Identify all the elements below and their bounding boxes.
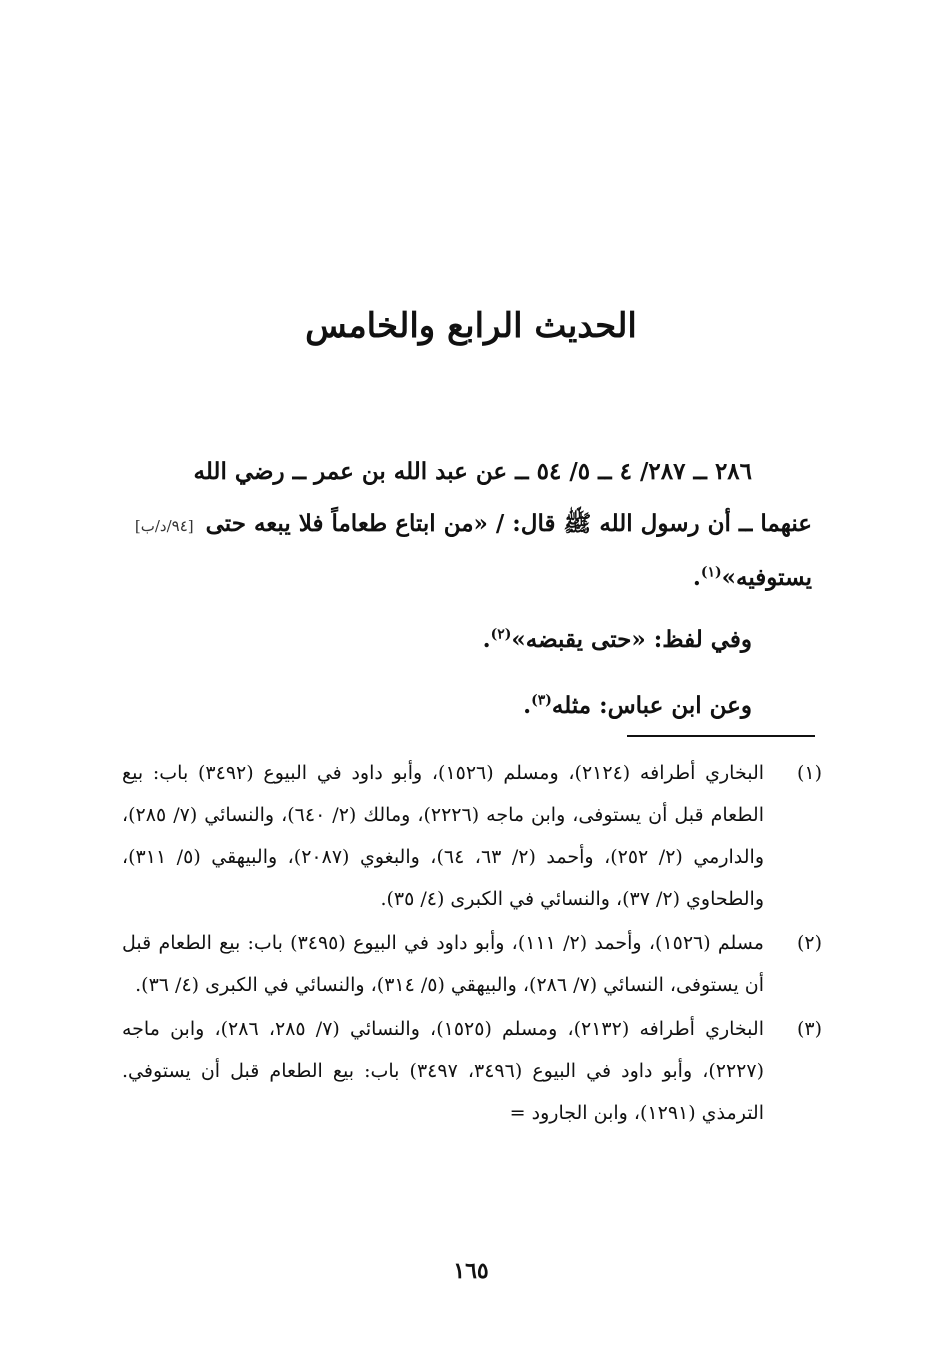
footnote-text: البخاري أطرافه (٢١٢٤)، ومسلم (١٥٢٦)، وأبو داود في البيوع (٣٤٩٢) باب: بيع الطعام قبل أن يستوفى، وابن ماجه (٢٢٢٦)، ومالك (٢/ ٦٤٠)، والنسائي (٧/ ٢٨٥)، والدارمي (٢/ ٢٥٢)، وأحمد (٢/ ٦٣، ٦٤)، والبغوي (٢٠٨٧)، والبيهقي (٥/ ٣١١)، والطحاوي (٢/ ٣٧)، والنسائي في الكبرى (٤/ ٣٥).: [122, 762, 765, 910]
variant-line: وفي لفظ: «حتى يقبضه»$^{(٢)}$.: [482, 626, 752, 653]
footnote-ref-1: (١): [700, 564, 722, 581]
footnote-number: (١): [796, 762, 822, 784]
footnote-ref-2: (٢): [490, 626, 512, 643]
footnote-number: (٢): [796, 932, 822, 954]
page-title: الحديث الرابع والخامس: [305, 306, 637, 346]
footnote-item: [122, 922, 822, 1006]
footnote-item: [122, 752, 822, 920]
ibn-abbas-text: وعن ابن عباس: مثله: [551, 692, 752, 719]
hadith-line-3: يستوفيه»$^{(١)}$.: [692, 564, 812, 591]
hadith-line-1: ٢٨٦ ــ ٢٨٧/ ٤ ــ ٥/ ٥٤ ــ عن عبد الله بن عمر ــ رضي الله: [193, 458, 752, 485]
hadith-text: [122, 446, 812, 746]
manuscript-marker: [٩٤/د/ب]: [134, 517, 194, 535]
hadith-line-2-text: عنهما ــ أن رسول الله ﷺ قال: / «من ابتاع طعاماً فلا يبعه حتى: [205, 510, 812, 537]
hadith-line-2: [122, 498, 812, 552]
footnote-text: مسلم (١٥٢٦)، وأحمد (٢/ ١١١)، وأبو داود في البيوع (٣٤٩٥) باب: بيع الطعام قبل أن يستوفى، النسائي (٧/ ٢٨٦)، والبيهقي (٥/ ٣١٤)، والنسائي في الكبرى (٤/ ٣٦).: [122, 932, 764, 996]
hadith-variants: [122, 614, 812, 732]
variant-text: وفي لفظ: «حتى يقبضه»: [511, 626, 752, 653]
page-number: ١٦٥: [453, 1258, 489, 1284]
footnotes: [122, 752, 822, 1136]
footnote-text: البخاري أطرافه (٢١٣٢)، ومسلم (١٥٢٥)، والنسائي (٧/ ٢٨٥، ٢٨٦)، وابن ماجه (٢٢٢٧)، وأبو داود في البيوع (٣٤٩٦، ٣٤٩٧) باب: بيع الطعام قبل أن يستوفي. الترمذي (١٢٩١)، وابن الجارود =: [122, 1018, 764, 1124]
hadith-line-3-text: يستوفيه»: [721, 564, 812, 591]
ibn-abbas-line: وعن ابن عباس: مثله$^{(٣)}$.: [523, 692, 752, 719]
footnote-item: [122, 1008, 822, 1134]
footnote-divider: [627, 735, 815, 737]
footnote-ref-3: (٣): [531, 692, 552, 709]
footnote-number: (٣): [796, 1018, 822, 1040]
